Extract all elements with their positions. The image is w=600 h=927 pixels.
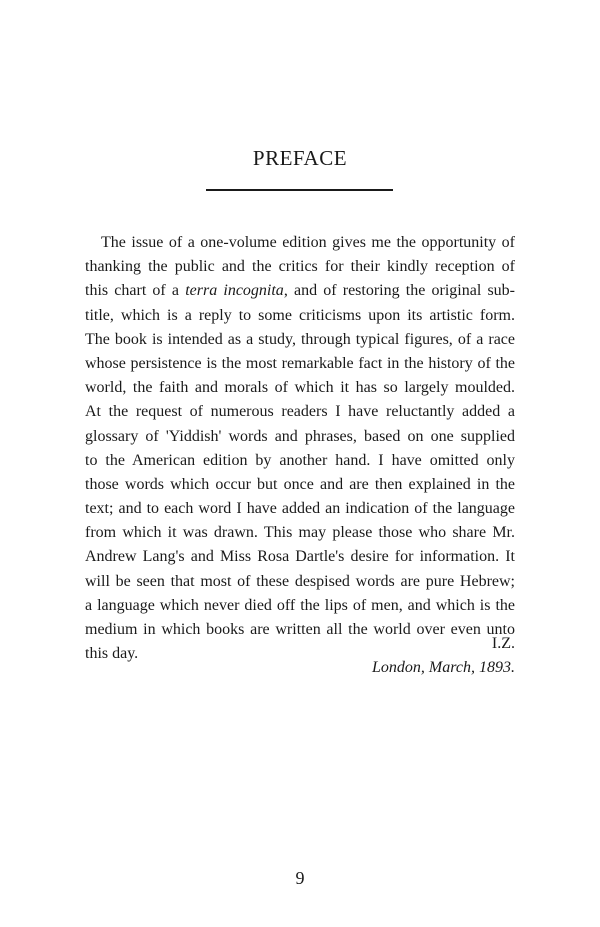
paragraph-line: At the request of numerous readers I have reluctantly added a — [85, 403, 515, 421]
paragraph-line: The book is intended as a study, through typical figures, of a race — [85, 330, 515, 348]
paragraph-line: a language which never died off the lips of men, and which is the — [85, 596, 515, 614]
paragraph-line: whose persistence is the most remarkable fact in the history of the — [85, 354, 515, 372]
paragraph-line: this day. — [85, 645, 139, 663]
paragraph-line: thanking the public and the critics for their kindly reception of — [85, 258, 515, 276]
paragraph-line: world, the faith and morals of which it has so largely moulded. — [85, 379, 515, 397]
title-rule — [206, 189, 393, 191]
paragraph-line: Andrew Lang's and Miss Rosa Dartle's desire for information. It — [85, 548, 515, 566]
paragraph-line: this chart of a terra incognita, and of restoring the original sub- — [85, 282, 515, 300]
place-and-date: London, March, 1893. — [372, 659, 515, 676]
preface-paragraph — [85, 231, 515, 666]
page-title: PREFACE — [252, 146, 348, 170]
page-number: 9 — [295, 868, 305, 888]
paragraph-line: those words which occur but once and are then explained in the — [85, 475, 515, 493]
paragraph-line: medium in which books are written all the world over even unto — [85, 621, 515, 638]
paragraph-line: from which it was drawn. This may please those who share Mr. — [85, 524, 515, 542]
paragraph-line: will be seen that most of these despised words are pure Hebrew; — [85, 572, 515, 590]
paragraph-line: text; and to each word I have added an indication of the language — [85, 500, 515, 518]
paragraph-line: glossary of 'Yiddish' words and phrases, based on one supplied — [85, 427, 515, 445]
paragraph-line: title, which is a reply to some criticisms upon its artistic form. — [85, 306, 515, 324]
italic-phrase: terra incognita — [185, 282, 284, 300]
paragraph-line: to the American edition by another hand. I have omitted only — [85, 451, 515, 469]
paragraph-line: The issue of a one-volume edition gives me the opportunity of — [101, 234, 515, 251]
author-initials: I.Z. — [491, 635, 515, 652]
